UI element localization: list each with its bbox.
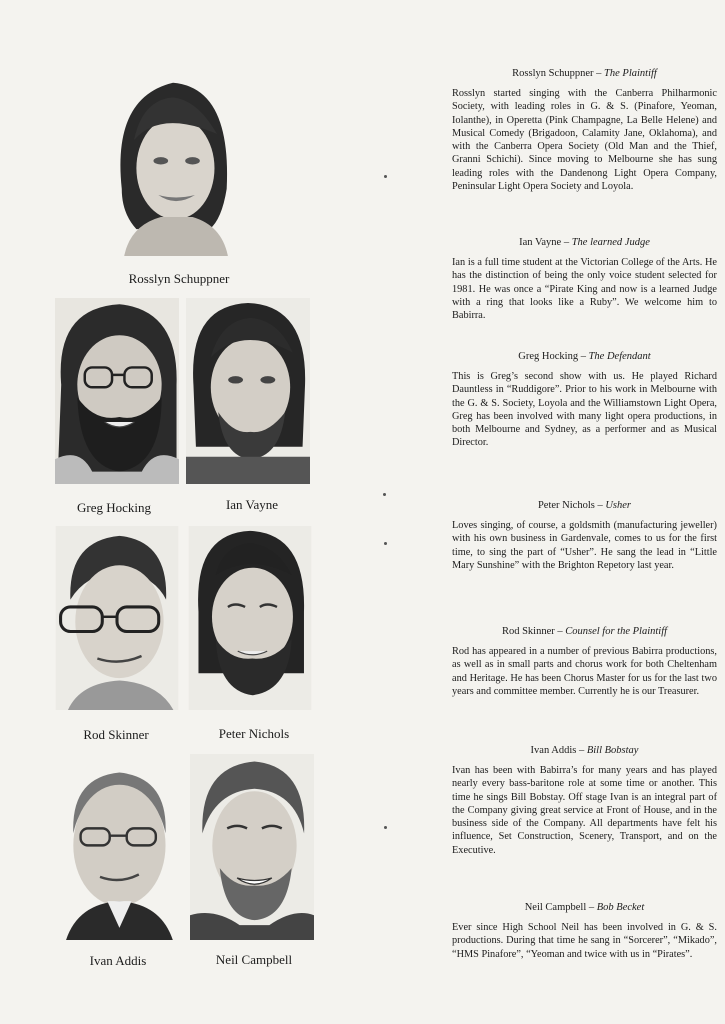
- photo-neil-campbell: [188, 754, 316, 940]
- bio-greg-hocking: [452, 351, 717, 450]
- caption-peter-nichols: Peter Nichols: [218, 726, 290, 741]
- bio-text: Rod has appeared in a number of previous Babirra productions, as well as in small parts and chorus work for both Cheltenham and Heritage. He has been Chorus Master for us for the last two years and committee member. Currently he is our Treasurer.: [452, 646, 717, 697]
- bio-peter-nichols: [452, 500, 717, 572]
- bio-heading: Greg Hocking – The Defendant: [518, 351, 651, 362]
- photo-peter-nichols: [186, 526, 314, 710]
- scan-speck: [384, 175, 387, 178]
- bio-heading: Rosslyn Schuppner – The Plaintiff: [512, 68, 657, 79]
- photo-rod-skinner: [52, 526, 182, 710]
- bio-text: Loves singing, of course, a goldsmith (manufacturing jeweller) with his own business in Gardenvale, comes to us for the first time, to sing the part of “Usher”. He sang the lead in “Little Mary Sunshine” with the Brighton Repetory last year.: [452, 520, 717, 571]
- caption-rod-skinner: Rod Skinner: [83, 727, 149, 742]
- bio-heading: Peter Nichols – Usher: [537, 500, 632, 511]
- caption-neil-campbell: Neil Campbell: [215, 952, 293, 967]
- bio-neil-campbell: [452, 902, 717, 961]
- scan-speck: [384, 826, 387, 829]
- bio-text: Ever since High School Neil has been involved in G. & S. productions. During that time he sang in “Sorcerer”, “Mikado”, “HMS Pinafore”, “Yeoman and twice with us in “Pirates”.: [452, 922, 717, 960]
- photo-greg-hocking: [52, 298, 182, 484]
- bio-heading: Neil Campbell – Bob Becket: [524, 902, 645, 913]
- bio-heading: Rod Skinner – Counsel for the Plaintiff: [501, 626, 668, 637]
- photo-rosslyn-schuppner: [112, 72, 234, 257]
- caption-rosslyn-schuppner: Rosslyn Schuppner: [128, 271, 230, 286]
- bio-ivan-addis: [452, 745, 717, 857]
- caption-greg-hocking: Greg Hocking: [76, 500, 151, 515]
- bio-text: Ivan has been with Babirra’s for many years and has played nearly every bass-baritone role at some time or another. This time he sings Bill Bobstay. Off stage Ivan is an integral part of the Company giving great service at Front of House, and in the business side of the Company. All departments have felt his influence, Set Construction, Scenery, Transport, and on the Executive.: [452, 765, 717, 856]
- caption-ivan-addis: Ivan Addis: [89, 953, 147, 968]
- photo-ian-vayne: [186, 298, 310, 484]
- bio-rod-skinner: [452, 626, 717, 698]
- bio-text: Ian is a full time student at the Victorian College of the Arts. He has the distinction of being the only voice student selected for 1981. He was once a “Pirate King and now is a learned Judge with a ring that looks like a Ruby”. We welcome him to Babirra.: [452, 257, 717, 322]
- scan-speck: [384, 542, 387, 545]
- bio-text: This is Greg’s second show with us. He played Richard Dauntless in “Ruddigore”. Prior to his work in Melbourne with the G. & S. Society, Loyola and the Williamstown Light Opera, Greg has been involved with many light opera productions, in both Melbourne and Sydney, as a performer and as Musical Director.: [452, 371, 717, 449]
- bio-ian-vayne: [452, 237, 717, 322]
- bio-text: Rosslyn started singing with the Canberra Philharmonic Society, with leading roles in G. & S. (Pinafore, Yeoman, Iolanthe), in Operetta (Pink Champagne, La Belle Helene) and Musical Comedy (Brigadoon, Calamity Jane, Oklahoma), and with the Canberra Opera Society (Old Man and the Thief, Granni Schichi). Since moving to Melbourne she has sung leading roles with the Dandenong Light Opera Company, Peninsular Light Opera Society and Loyola.: [452, 88, 717, 193]
- bio-heading: Ivan Addis – Bill Bobstay: [530, 745, 639, 756]
- caption-ian-vayne: Ian Vayne: [225, 497, 279, 512]
- scan-speck: [383, 493, 386, 496]
- photo-ivan-addis: [54, 758, 180, 940]
- bio-rosslyn-schuppner: [452, 68, 717, 193]
- bio-heading: Ian Vayne – The learned Judge: [519, 237, 650, 248]
